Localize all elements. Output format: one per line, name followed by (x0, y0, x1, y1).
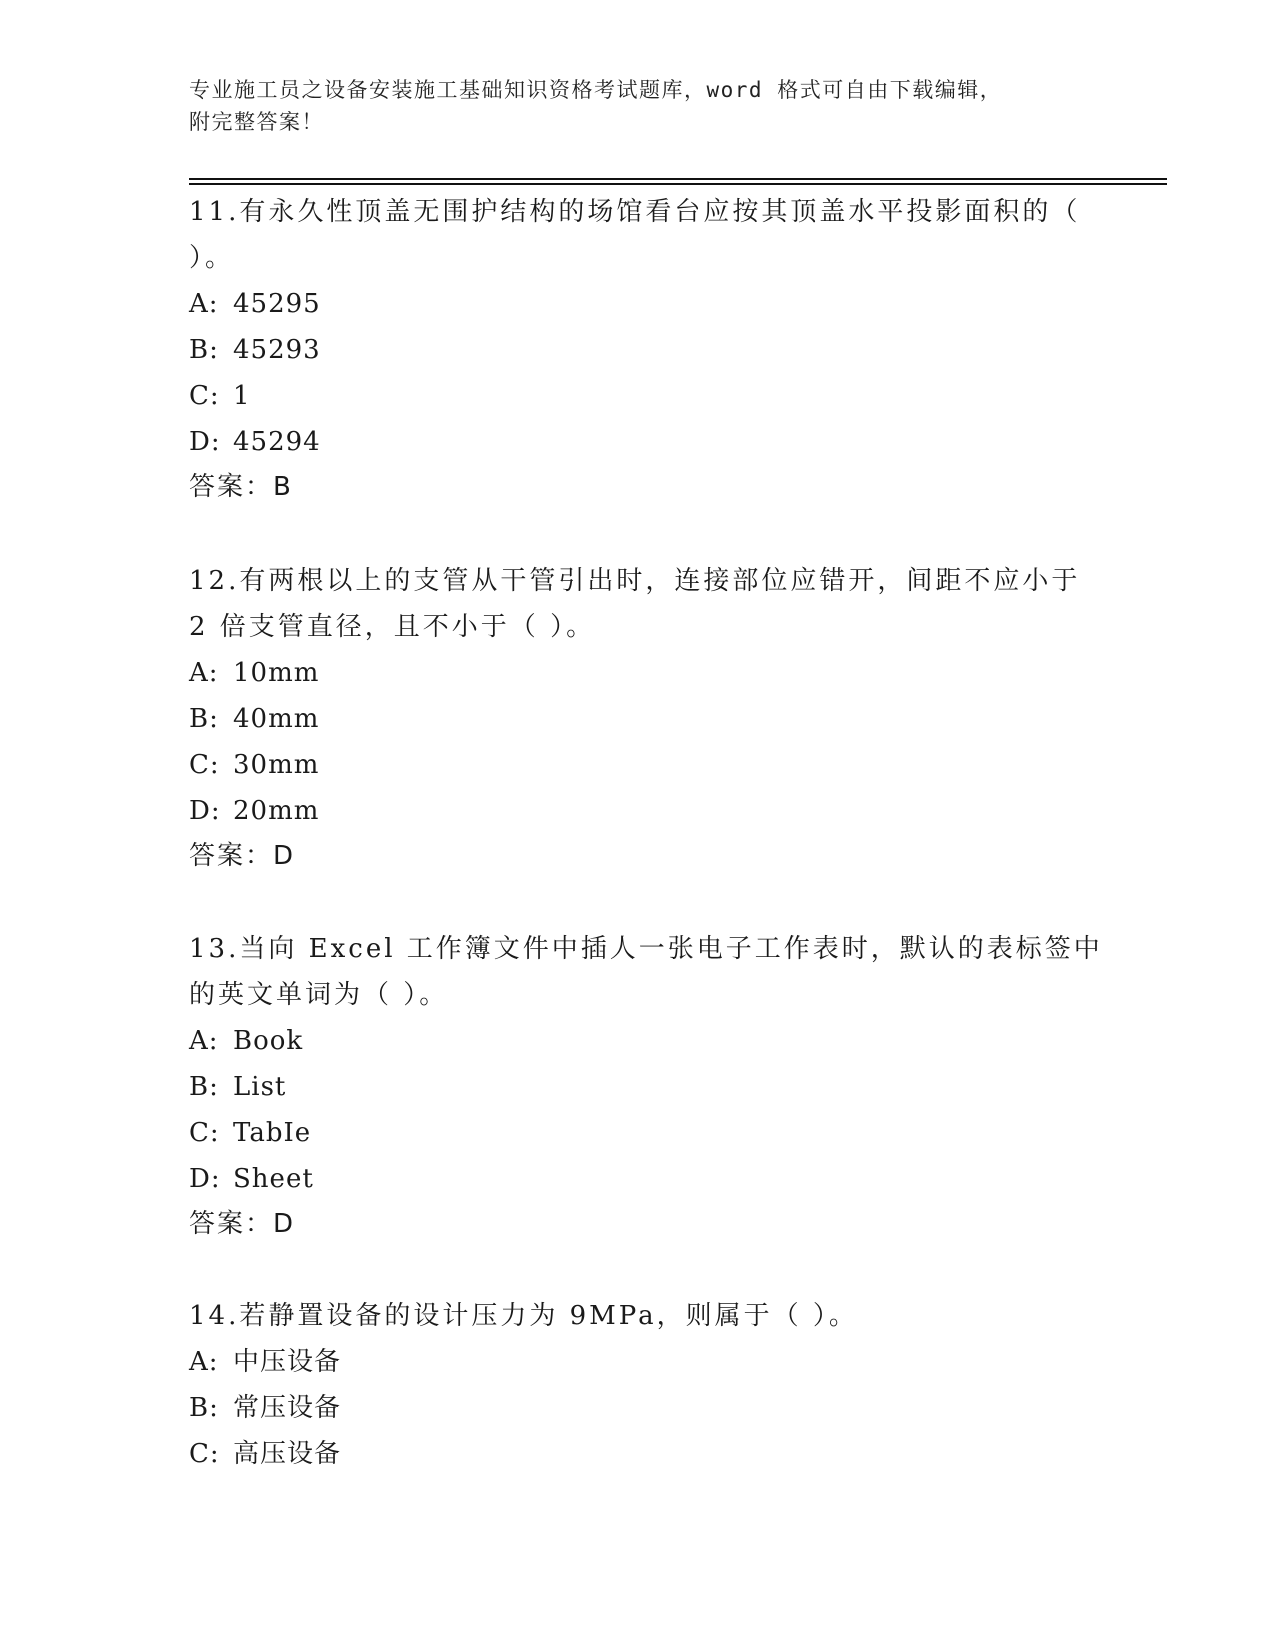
option-c (189, 742, 1089, 788)
option-key: C: (189, 381, 220, 411)
option-key: C: (189, 750, 220, 780)
option-text: 1 (233, 381, 251, 411)
question-stem (189, 189, 1089, 281)
option-key: D: (189, 427, 221, 457)
option-key: D: (189, 1164, 221, 1194)
answer-line: 答案：D (189, 841, 296, 871)
answer-line: 答案：B (189, 472, 293, 502)
question-13 (189, 926, 1103, 1246)
option-text: Book (233, 1026, 304, 1056)
option-key: A: (189, 289, 219, 319)
option-key: A: (189, 658, 219, 688)
option-key: B: (189, 1393, 219, 1423)
stem-line: 13.当向 Excel 工作簿文件中插人一张电子工作表时，默认的表标签中 (189, 934, 1103, 964)
stem-line: ）。 (189, 243, 235, 273)
question-stem (189, 1293, 1089, 1339)
stem-line: 2 倍支管直径，且不小于（ ）。 (189, 612, 596, 642)
stem-line: 12.有两根以上的支管从干管引出时，连接部位应错开，间距不应小于 (189, 566, 1081, 596)
header-line-1: 专业施工员之设备安装施工基础知识资格考试题库，word 格式可自由下载编辑， (189, 78, 1003, 102)
option-a (189, 1018, 1089, 1064)
option-text: 常压设备 (233, 1393, 342, 1423)
option-text: 45294 (233, 427, 321, 457)
option-text: Sheet (233, 1164, 314, 1194)
option-text: TabIe (233, 1118, 312, 1148)
option-text: 40mm (233, 704, 320, 734)
option-b (189, 327, 1089, 373)
stem-line: 的英文单词为（ ）。 (189, 980, 449, 1010)
stem-line: 11.有永久性顶盖无围护结构的场馆看台应按其顶盖水平投影面积的（ (189, 197, 1081, 227)
option-text: 中压设备 (233, 1347, 342, 1377)
document-header (189, 74, 1089, 138)
option-key: B: (189, 335, 219, 365)
question-11 (189, 189, 1089, 509)
header-divider-bottom (189, 183, 1167, 185)
option-c (189, 1431, 1089, 1477)
option-a (189, 281, 1089, 327)
option-key: C: (189, 1439, 220, 1469)
question-14 (189, 1293, 1089, 1477)
option-key: A: (189, 1026, 219, 1056)
option-text: List (233, 1072, 287, 1102)
option-text: 20mm (233, 796, 320, 826)
header-divider-top (189, 178, 1167, 180)
option-key: C: (189, 1118, 220, 1148)
option-key: A: (189, 1347, 219, 1377)
question-stem (189, 558, 1089, 650)
option-text: 45293 (233, 335, 321, 365)
option-key: B: (189, 1072, 219, 1102)
option-b (189, 696, 1089, 742)
option-text: 高压设备 (233, 1439, 342, 1469)
option-c (189, 1110, 1089, 1156)
option-c (189, 373, 1089, 419)
option-d (189, 419, 1089, 465)
option-b (189, 1385, 1089, 1431)
option-key: B: (189, 704, 219, 734)
answer-line: 答案：D (189, 1209, 296, 1239)
question-12 (189, 558, 1089, 878)
stem-line: 14.若静置设备的设计压力为 9MPa，则属于（ ）。 (189, 1301, 858, 1331)
header-line-2: 附完整答案！ (189, 110, 324, 134)
option-key: D: (189, 796, 221, 826)
option-b (189, 1064, 1089, 1110)
option-a (189, 650, 1089, 696)
option-text: 45295 (233, 289, 321, 319)
question-stem (189, 926, 1103, 1018)
option-d (189, 788, 1089, 834)
option-a (189, 1339, 1089, 1385)
option-text: 30mm (233, 750, 320, 780)
option-d (189, 1156, 1089, 1202)
option-text: 10mm (233, 658, 320, 688)
